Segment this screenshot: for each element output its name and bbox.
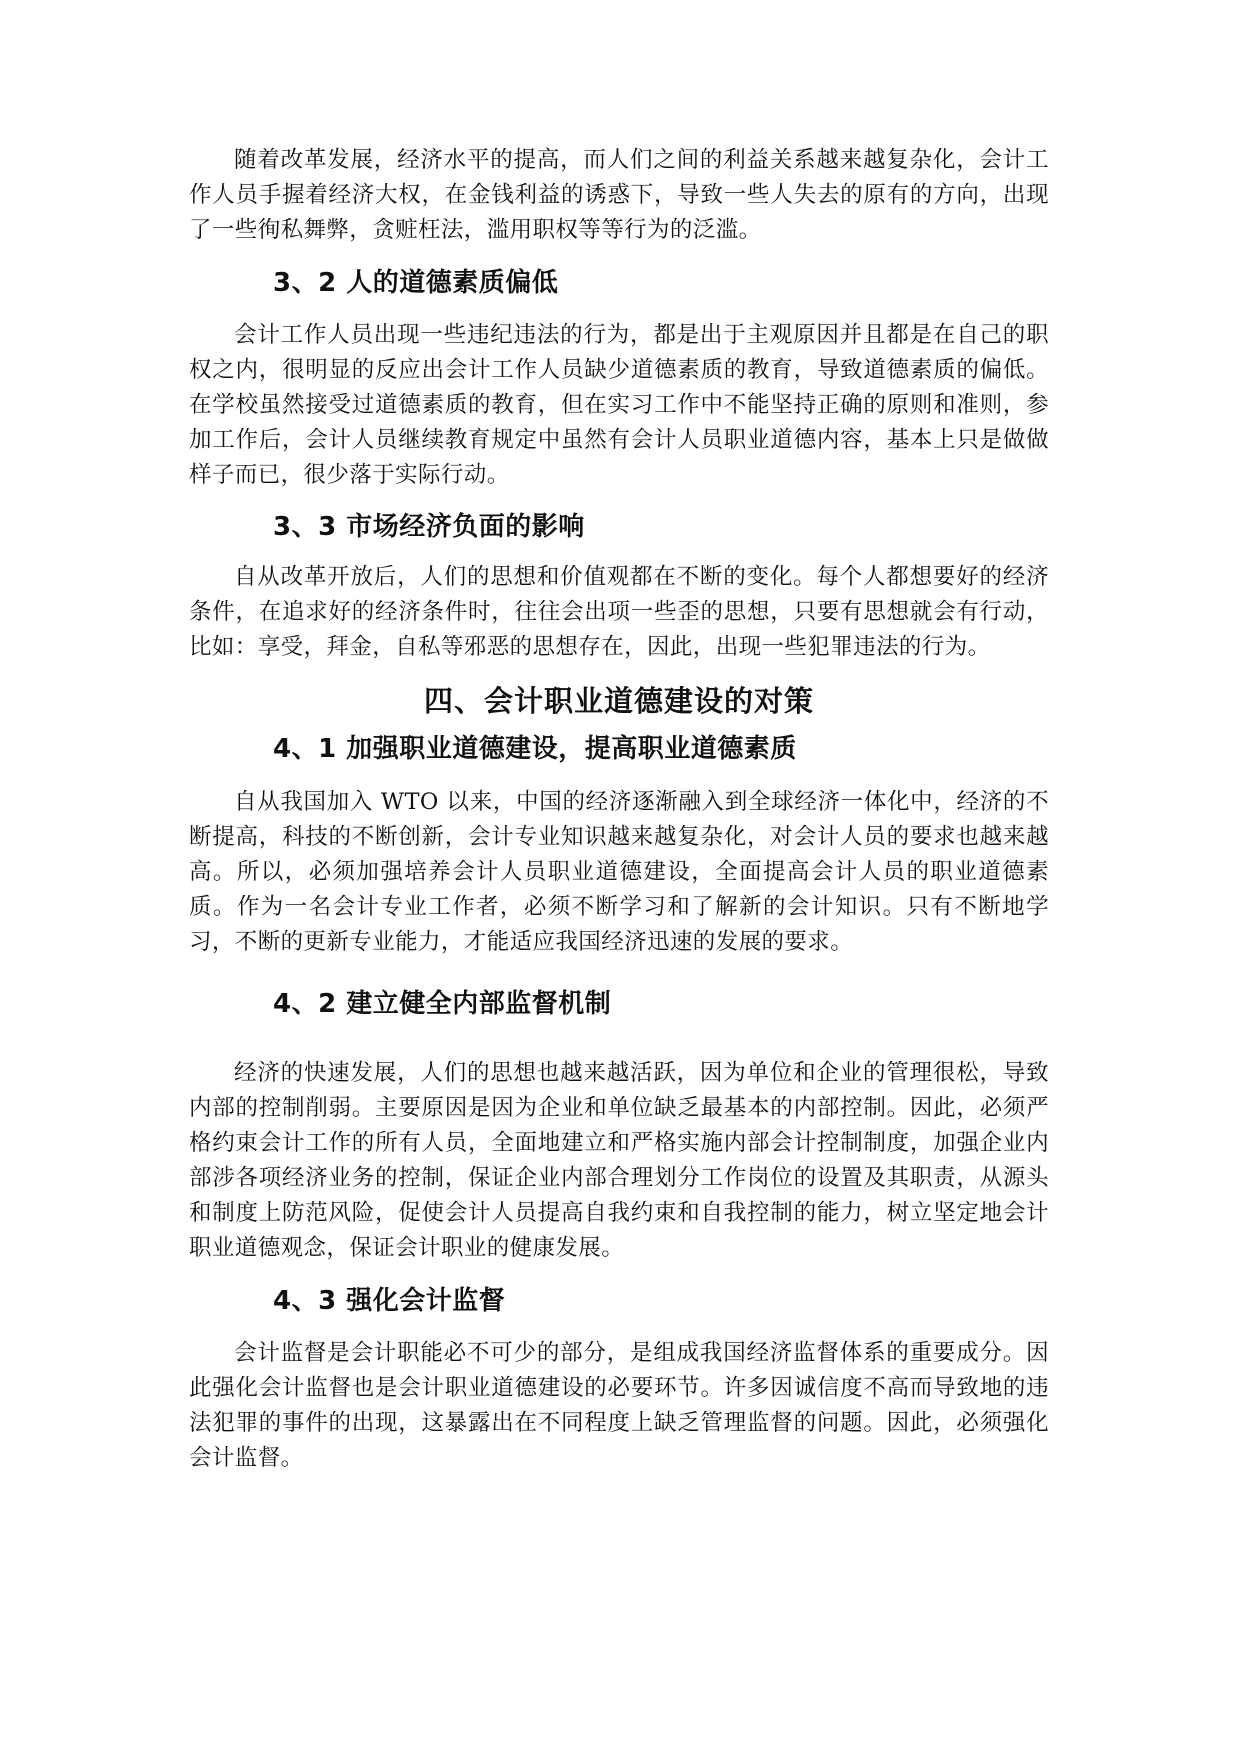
- paragraph-3-2: 会计工作人员出现一些违纪违法的行为，都是出于主观原因并且都是在自己的职权之内，很明显的反应出会计工作人员缺少道德素质的教育，导致道德素质的偏低。在学校虽然接受过道德素质的教育，但在实习工作中不能坚持正确的原则和准则，参加工作后，会计人员继续教育规定中虽然有会计人员职业道德内容，基本上只是做做样子而已，很少落于实际行动。: [189, 322, 1049, 488]
- document-page: [189, 143, 1049, 1476]
- paragraph-4-2: 经济的快速发展，人们的思想也越来越活跃，因为单位和企业的管理很松，导致内部的控制削弱。主要原因是因为企业和单位缺乏最基本的内部控制。因此，必须严格约束会计工作的所有人员，全面地建立和严格实施内部会计控制制度，加强企业内部涉各项经济业务的控制，保证企业内部合理划分工作岗位的设置及其职责，从源头和制度上防范风险，促使会计人员提高自我约束和自我控制的能力，树立坚定地会计职业道德观念，保证会计职业的健康发展。: [189, 1060, 1049, 1261]
- heading-4-2: 4、2 建立健全内部监督机制: [273, 989, 612, 1019]
- paragraph-4-1: 自从我国加入 WTO 以来，中国的经济逐渐融入到全球经济一体化中，经济的不断提高，科技的不断创新，会计专业知识越来越复杂化，对会计人员的要求也越来越高。所以，必须加强培养会计人员职业道德建设，全面提高会计人员的职业道德素质。作为一名会计专业工作者，必须不断学习和了解新的会计知识。只有不断地学习，不断的更新专业能力，才能适应我国经济迅速的发展的要求。: [189, 789, 1049, 955]
- heading-4-1: 4、1 加强职业道德建设，提高职业道德素质: [273, 734, 797, 764]
- chapter-4-title: 四、会计职业道德建设的对策: [423, 684, 814, 718]
- paragraph-4-3: 会计监督是会计职能必不可少的部分，是组成我国经济监督体系的重要成分。因此强化会计监督也是会计职业道德建设的必要环节。许多因诚信度不高而导致地的违法犯罪的事件的出现，这暴露出在不同程度上缺乏管理监督的问题。因此，必须强化会计监督。: [189, 1340, 1049, 1471]
- paragraph-3-3: 自从改革开放后，人们的思想和价值观都在不断的变化。每个人都想要好的经济条件，在追求好的经济条件时，往往会出项一些歪的思想，只要有思想就会有行动，比如：享受，拜金，自私等邪恶的思想存在，因此，出现一些犯罪违法的行为。: [189, 564, 1049, 660]
- paragraph-intro: 随着改革发展，经济水平的提高，而人们之间的利益关系越来越复杂化，会计工作人员手握着经济大权，在金钱利益的诱惑下，导致一些人失去的原有的方向，出现了一些徇私舞弊，贪赃枉法，滥用职权等等行为的泛滥。: [189, 147, 1049, 243]
- heading-3-3: 3、3 市场经济负面的影响: [273, 512, 585, 542]
- heading-4-3: 4、3 强化会计监督: [273, 1286, 506, 1316]
- heading-3-2: 3、2 人的道德素质偏低: [273, 268, 559, 298]
